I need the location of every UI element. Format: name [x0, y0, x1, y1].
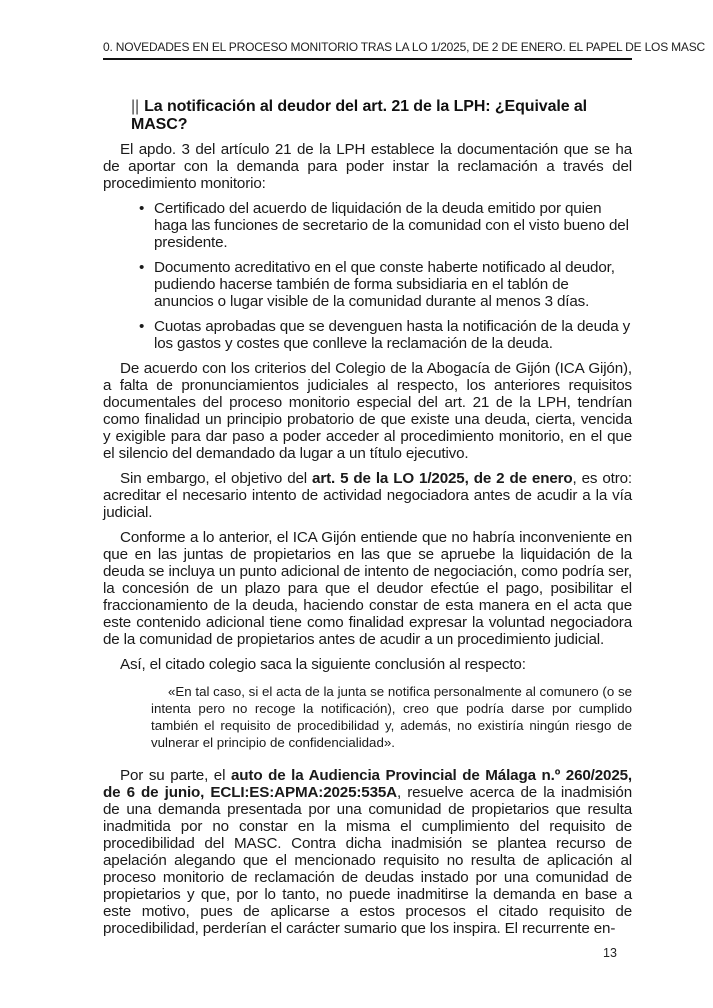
- section-marker-icon: ||: [131, 98, 140, 115]
- page-number: 13: [603, 946, 617, 960]
- list-item: [139, 259, 632, 310]
- case-reference: auto de la Audiencia Provincial de Málaga n.º 260/2025, de 6 de junio, ECLI:ES:APMA:2025:535A: [103, 767, 632, 801]
- text-run: , es otro: acreditar el necesario intento de actividad negociadora antes de acudir a la vía judicial.: [103, 470, 633, 521]
- text-run: Sin embargo, el objetivo del: [120, 470, 313, 487]
- paragraph-art5-objective: [103, 470, 632, 521]
- quote-text: «En tal caso, si el acta de la junta se notifica personalmente al comunero (o se intenta pero no recoge la notificación), creo que podría darse por cumplido también el requisito de procedibilidad y, además, no existiría ningún riesgo de vulnerar el principio de confidencialidad».: [151, 684, 632, 750]
- list-item-text: Cuotas aprobadas que se devenguen hasta la notificación de la deuda y los gastos y costes que conlleve la reclamación de la deuda.: [154, 318, 631, 352]
- list-item-text: Documento acreditativo en el que conste haberte notificado al deudor, pudiendo hacerse también de forma subsidiaria en el tablón de anuncios o lugar visible de la comunidad durante al menos 3 días.: [154, 259, 615, 310]
- paragraph-ica-proposal: Conforme a lo anterior, el ICA Gijón entiende que no habría inconveniente en que en las juntas de propietarios en las que se apruebe la liquidación de la deuda se incluya un punto adicional de intento de negociación, como podría ser, la concesión de un plazo para que el deudor efectúe el pago, posibilitar el fraccionamiento de la deuda, haciendo constar de esta manera en el acta que este contenido adicional tiene como finalidad expresar la voluntad negociadora de la comunidad de propietarios antes de acudir a un procedimiento judicial.: [103, 529, 632, 648]
- requirements-list: [103, 200, 632, 352]
- list-item: [139, 318, 632, 352]
- legal-reference: art. 5 de la LO 1/2025, de 2 de enero: [312, 470, 573, 487]
- text-run: Por su parte, el: [120, 767, 231, 784]
- bullet-icon: •: [139, 200, 145, 217]
- paragraph-ica-gijon-criteria: De acuerdo con los criterios del Colegio de la Abogacía de Gijón (ICA Gijón), a falta de pronunciamientos judiciales al respecto, los anteriores requisitos documentales del proceso monitorio especial del art. 21 de la LPH, tendrían como finalidad un principio probatorio de que existe una deuda, cierta, vencida y exigible para dar paso a poder acceder al procedimiento monitorio, en el que el silencio del demandado da lugar a un título ejecutivo.: [103, 360, 632, 462]
- section-title: La notificación al deudor del art. 21 de la LPH: ¿Equivale al MASC?: [131, 98, 588, 133]
- list-item-text: Certificado del acuerdo de liquidación de la deuda emitido por quien haga las funciones de secretario de la comunidad con el visto bueno del presidente.: [154, 200, 629, 251]
- text-run: , resuelve acerca de la inadmisión de una demanda presentada por una comunidad de propietarios que resulta inadmitida por no constar en la misma el cumplimiento del requisito de procedibilidad del MASC. Contra dicha inadmisión se plantea recurso de apelación alegando que el mencionado requisito no resulta de aplicación al proceso monitorio de reclamación de deudas instado por una comunidad de propietarios y que, por lo tanto, no puede inadmitirse la demanda en base a este motivo, pues de aplicarse a estos procesos el citado requisito de procedibilidad, perderían el carácter sumario que los inspira. El recurrente en-: [103, 784, 632, 937]
- paragraph-malaga-ruling: [103, 767, 632, 937]
- section-heading: [131, 98, 632, 134]
- bullet-icon: •: [139, 259, 145, 276]
- bullet-icon: •: [139, 318, 145, 335]
- paragraph-intro: El apdo. 3 del artículo 21 de la LPH establece la documentación que se ha de aportar con la demanda para poder instar la reclamación a través del procedimiento monitorio:: [103, 141, 632, 192]
- list-item: [139, 200, 632, 251]
- paragraph-conclusion-intro: Así, el citado colegio saca la siguiente conclusión al respecto:: [120, 656, 526, 673]
- quotation: [151, 683, 632, 751]
- running-header: 0. NOVEDADES EN EL PROCESO MONITORIO TRAS LA LO 1/2025, DE 2 DE ENERO. EL PAPEL DE LOS MASC: [103, 40, 632, 60]
- page-body: [103, 98, 632, 945]
